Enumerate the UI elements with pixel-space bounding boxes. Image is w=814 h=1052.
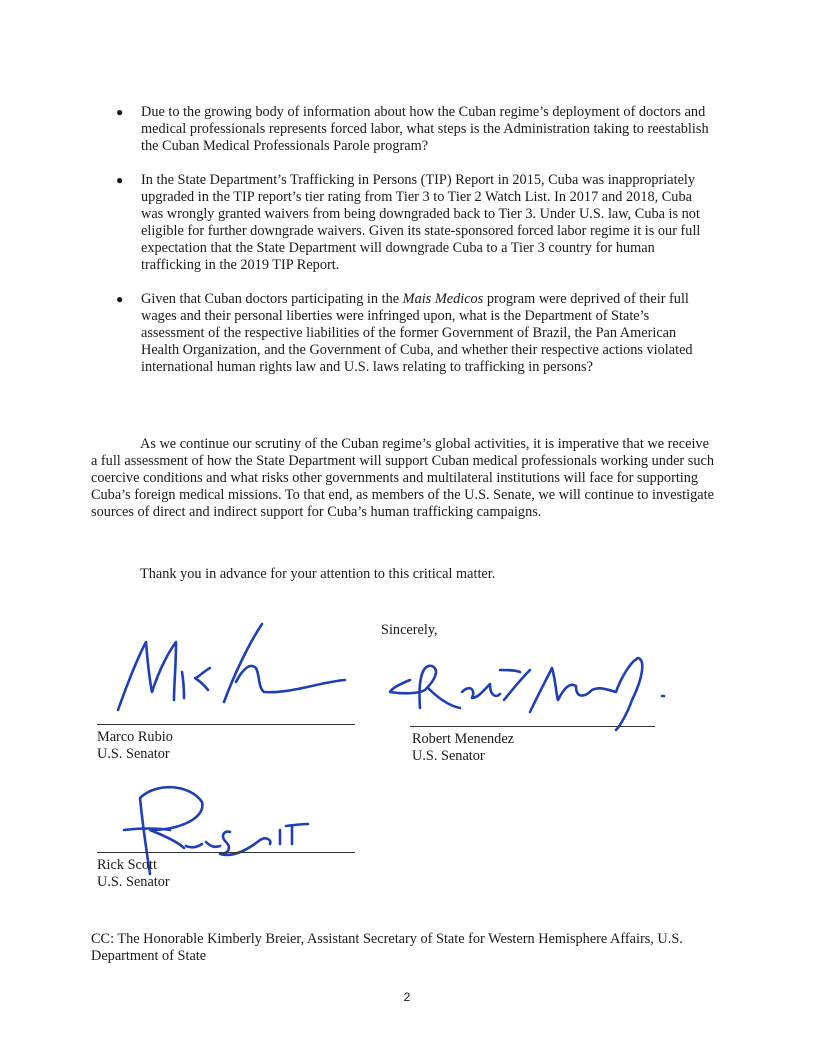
question-list bbox=[114, 104, 714, 393]
signer-name: Rick Scott bbox=[97, 857, 157, 873]
signer-title: U.S. Senator bbox=[412, 748, 485, 764]
signer-title: U.S. Senator bbox=[97, 874, 170, 890]
signature-menendez bbox=[380, 640, 680, 740]
signature-line-rubio bbox=[97, 724, 355, 725]
question-item-mais-medicos bbox=[114, 291, 714, 376]
program-name: Mais Medicos bbox=[402, 291, 484, 307]
signer-block-scott bbox=[97, 857, 170, 891]
page-number: 2 bbox=[403, 990, 411, 1004]
closing-salutation: Sincerely, bbox=[381, 622, 438, 638]
question-item-tip-report bbox=[114, 172, 714, 274]
signer-title: U.S. Senator bbox=[97, 746, 170, 762]
question-text-after: program were deprived of their full wages and their personal liberties were infringed upon, what is the Department of State’s assessment of the respective liabilities of the former Government of Brazil, the Pan American Health Organization, and the Government of Cuba, and whether their respective actions violated international human rights law and U.S. laws relating to trafficking in persons? bbox=[141, 291, 693, 375]
signer-block-menendez bbox=[412, 731, 514, 765]
signer-name: Marco Rubio bbox=[97, 729, 173, 745]
question-text: In the State Department’s Trafficking in Persons (TIP) Report in 2015, Cuba was inappropriately upgraded in the TIP report’s tier rating from Tier 3 to Tier 2 Watch List. In 2017 and 2018, Cuba was wrongly granted waivers from being downgraded back to Tier 3. Under U.S. law, Cuba is not eligible for further downgrade waivers. Given its state-sponsored forced labor regime it is our full expectation that the State Department will downgrade Cuba to a Tier 3 country for human trafficking in the 2019 TIP Report. bbox=[141, 172, 701, 273]
signer-block-rubio bbox=[97, 729, 173, 763]
signature-line-menendez bbox=[410, 726, 655, 727]
question-text-before: Given that Cuban doctors participating in the bbox=[141, 291, 403, 307]
bullet-icon: ● bbox=[116, 105, 124, 119]
bullet-icon: ● bbox=[116, 292, 124, 306]
question-text: Due to the growing body of information about how the Cuban regime’s deployment of doctors and medical professionals represents forced labor, what steps is the Administration taking to reestablish the Cuban Medical Professionals Parole program? bbox=[141, 104, 709, 154]
thanks-paragraph: Thank you in advance for your attention to this critical matter. bbox=[140, 566, 496, 582]
scrutiny-paragraph: As we continue our scrutiny of the Cuban regime’s global activities, it is imperative that we receive a full assessment of how the State Department will support Cuban medical professionals working under such coercive conditions and what risks other governments and multilateral institutions will face for supporting Cuba’s foreign medical missions. To that end, as members of the U.S. Senate, we will continue to investigate sources of direct and indirect support for Cuba’s human trafficking campaigns. bbox=[91, 436, 714, 520]
signature-rubio bbox=[100, 612, 360, 722]
cc-line: CC: The Honorable Kimberly Breier, Assistant Secretary of State for Western Hemisphere Affairs, U.S. Department of State bbox=[91, 931, 683, 964]
signature-line-scott bbox=[97, 852, 355, 853]
signer-name: Robert Menendez bbox=[412, 731, 515, 747]
question-item-parole bbox=[114, 104, 714, 155]
bullet-icon: ● bbox=[116, 173, 124, 187]
